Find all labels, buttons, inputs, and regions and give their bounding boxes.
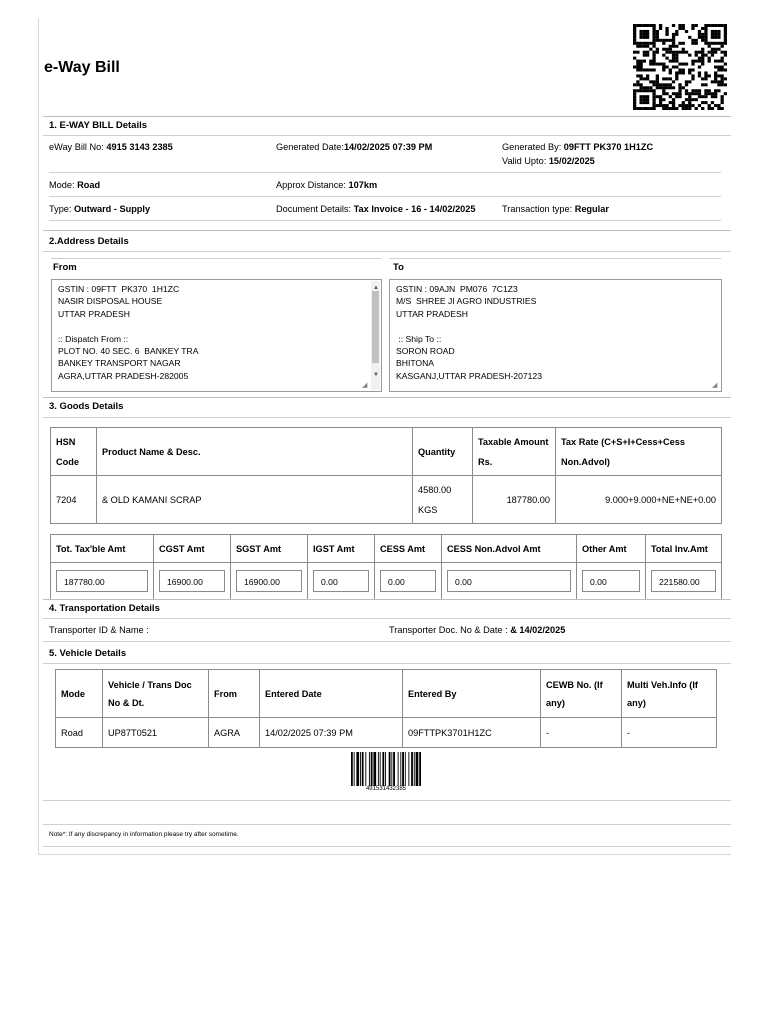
totals-header: Total Inv.Amt — [646, 535, 722, 563]
from-address-line: GSTIN : 09FTT PK370 1H1ZC — [58, 284, 180, 294]
to-address-line: :: Ship To :: — [396, 333, 442, 344]
vehicle-header: Mode — [56, 670, 103, 718]
totals-header: Other Amt — [577, 535, 646, 563]
vehicle-header: Vehicle / Trans Doc No & Dt. — [103, 670, 209, 718]
vehicle-cell-cewb: - — [541, 718, 622, 748]
totals-cell — [442, 563, 577, 600]
goods-header-quantity: Quantity — [413, 428, 473, 476]
to-address-line: KASGANJ,UTTAR PRADESH-207123 — [396, 370, 542, 381]
totals-cell — [577, 563, 646, 600]
goods-header-taxable: Taxable Amount Rs. — [473, 428, 556, 476]
supply-type: Type: Outward - Supply — [49, 204, 151, 214]
totals-header: SGST Amt — [231, 535, 308, 563]
from-address-scrollbar[interactable] — [371, 281, 380, 390]
totals-value-field[interactable]: 0.00 — [380, 570, 436, 592]
from-address-line — [58, 320, 375, 332]
from-address-line: BANKEY TRANSPORT NAGAR — [58, 358, 181, 369]
to-address-textarea[interactable] — [389, 279, 722, 392]
vehicle-header: Multi Veh.Info (If any) — [622, 670, 717, 718]
totals-cell — [375, 563, 442, 600]
goods-cell-quantity: 4580.00 KGS — [413, 476, 473, 524]
vehicle-cell-mode: Road — [56, 718, 103, 748]
vehicle-row — [56, 718, 717, 748]
footer-note: Note*: If any discrepancy in information please try after sometime. — [49, 831, 239, 838]
from-address-line: PLOT NO. 40 SEC. 6 BANKEY TRA — [58, 345, 199, 356]
transporter-id-name: Transporter ID & Name : — [49, 625, 149, 635]
vehicle-cell-multi: - — [622, 718, 717, 748]
to-address-line: SORON ROAD — [396, 345, 455, 356]
valid-upto: Valid Upto: 15/02/2025 — [502, 156, 595, 166]
section-goods-heading: 3. Goods Details — [49, 401, 124, 412]
section-eway-details-heading: 1. E-WAY BILL Details — [49, 120, 148, 131]
section-vehicle-heading: 5. Vehicle Details — [49, 648, 127, 659]
totals-value-field[interactable]: 16900.00 — [236, 570, 302, 592]
to-address-line — [396, 320, 715, 332]
goods-cell-tax_rate: 9.000+9.000+NE+NE+0.00 — [556, 476, 722, 524]
eway-bill-page — [38, 18, 731, 855]
totals-header: CESS Amt — [375, 535, 442, 563]
document-details: Document Details: Tax Invoice - 16 - 14/02/2025 — [276, 204, 476, 214]
to-address-line: UTTAR PRADESH — [396, 308, 468, 319]
from-label: From — [53, 262, 77, 273]
to-address-line: GSTIN : 09AJN PM076 7C1Z3 — [396, 284, 518, 294]
totals-header: CESS Non.Advol Amt — [442, 535, 577, 563]
totals-value-field[interactable]: 221580.00 — [651, 570, 716, 592]
totals-cell — [154, 563, 231, 600]
qr-code — [633, 24, 727, 110]
totals-value-field[interactable]: 187780.00 — [56, 570, 148, 592]
goods-row — [51, 476, 722, 524]
generated-date: Generated Date:14/02/2025 07:39 PM — [276, 142, 433, 152]
from-address-line: AGRA,UTTAR PRADESH-282005 — [58, 370, 189, 381]
resize-grip-icon[interactable]: ◢ — [362, 382, 368, 389]
vehicle-cell-vehicle: UP87T0521 — [103, 718, 209, 748]
vehicle-table — [55, 669, 717, 748]
vehicle-cell-from: AGRA — [209, 718, 260, 748]
mode: Mode: Road — [49, 180, 101, 190]
totals-value-field[interactable]: 0.00 — [582, 570, 640, 592]
goods-table — [50, 427, 722, 524]
totals-table — [50, 534, 722, 600]
to-address-line: BHITONA — [396, 358, 435, 369]
goods-cell-taxable: 187780.00 — [473, 476, 556, 524]
transporter-doc: Transporter Doc. No & Date : & 14/02/2025 — [389, 625, 566, 635]
vehicle-header: Entered By — [403, 670, 541, 718]
page-title: e-Way Bill — [44, 59, 120, 76]
vehicle-header: Entered Date — [260, 670, 403, 718]
totals-value-field[interactable]: 16900.00 — [159, 570, 225, 592]
resize-grip-icon[interactable]: ◢ — [712, 382, 718, 389]
totals-header: IGST Amt — [308, 535, 375, 563]
transaction-type: Transaction type: Regular — [502, 204, 609, 214]
totals-value-field[interactable]: 0.00 — [447, 570, 571, 592]
from-address-line: UTTAR PRADESH — [58, 308, 130, 319]
totals-header: Tot. Tax'ble Amt — [51, 535, 154, 563]
totals-value-field[interactable]: 0.00 — [313, 570, 369, 592]
vehicle-cell-entered_by: 09FTTPK3701H1ZC — [403, 718, 541, 748]
eway-bill-no: eWay Bill No: 4915 3143 2385 — [49, 142, 173, 152]
to-label: To — [393, 262, 404, 273]
goods-header-product: Product Name & Desc. — [97, 428, 413, 476]
approx-distance: Approx Distance: 107km — [276, 180, 378, 190]
scroll-down-icon[interactable]: ▼ — [373, 371, 379, 378]
vehicle-cell-entered_date: 14/02/2025 07:39 PM — [260, 718, 403, 748]
totals-cell — [646, 563, 722, 600]
totals-cell — [308, 563, 375, 600]
to-address-line: M/S SHREE JI AGRO INDUSTRIES — [396, 296, 537, 307]
totals-cell — [231, 563, 308, 600]
goods-header-tax-rate: Tax Rate (C+S+I+Cess+Cess Non.Advol) — [556, 428, 722, 476]
goods-header-hsn: HSN Code — [51, 428, 97, 476]
from-address-line: :: Dispatch From :: — [58, 333, 129, 344]
vehicle-header: From — [209, 670, 260, 718]
totals-header: CGST Amt — [154, 535, 231, 563]
totals-cell — [51, 563, 154, 600]
from-address-textarea[interactable] — [51, 279, 382, 392]
goods-cell-hsn: 7204 — [51, 476, 97, 524]
barcode — [351, 752, 421, 786]
from-address-line: NASIR DISPOSAL HOUSE — [58, 296, 163, 307]
section-address-heading: 2.Address Details — [49, 236, 129, 247]
vehicle-header: CEWB No. (If any) — [541, 670, 622, 718]
scroll-up-icon[interactable]: ▲ — [373, 285, 379, 291]
generated-by: Generated By: 09FTT PK370 1H1ZC — [502, 142, 654, 152]
goods-cell-product: & OLD KAMANI SCRAP — [97, 476, 413, 524]
section-transportation-heading: 4. Transportation Details — [49, 603, 160, 614]
barcode-number: 491531432385 — [365, 786, 407, 792]
